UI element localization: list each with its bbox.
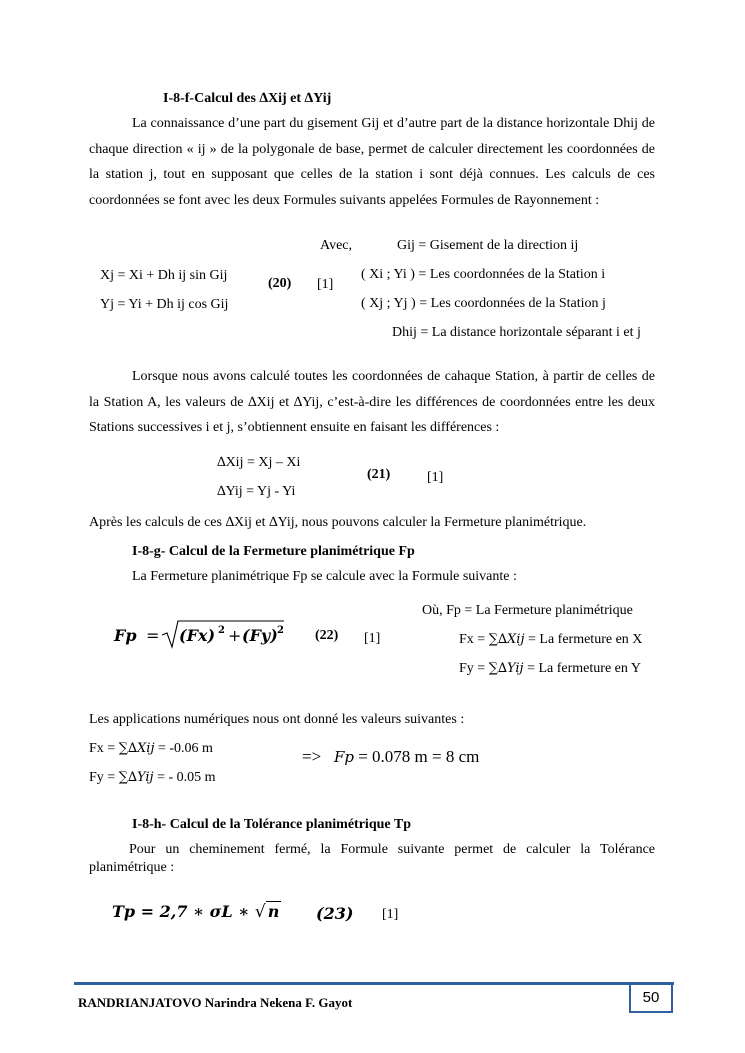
paragraph-rayonnement: La connaissance d’une part du gisement Gij et d’autre part de la distance horizontale Dhij de chaque direction « ij » de la polygonale de base, permet de calculer directement les coordonnées de la station j, tout en supposant que celles de la station i sont déjà connues. Les calculs de ces coordonnées se font avec les deux Formules suivants appelées Formules de Rayonnement : (89, 116, 655, 208)
equation-xj: Xj = Xi + Dh ij sin Gij (100, 268, 228, 283)
formula-tp-n: n (267, 902, 280, 921)
equation-yj: Yj = Yi + Dh ij cos Gij (100, 297, 229, 312)
equation-number-21: (21) (367, 467, 391, 482)
footer-author: RANDRIANJATOVO Narindra Nekena F. Gayot (78, 995, 353, 1010)
formula-fp-equals: = (146, 626, 160, 645)
paragraph-tolerance: Pour un cheminement fermé, la Formule suivante permet de calculer la Tolérance planimétrique : (89, 842, 655, 875)
definition-fy: Fy = ∑∆Yij = La fermeture en Y (459, 661, 641, 676)
formula-tp-lhs: Tp = 2,7 ∗ σL ∗ (112, 902, 250, 921)
paragraph-applications: Les applications numériques nous ont donné les valeurs suivantes : (89, 712, 465, 727)
paragraph-after-deltas: Après les calculs de ces ∆Xij et ∆Yij, nous pouvons calculer la Fermeture planimétrique. (89, 515, 587, 530)
formula-fy-term: (Fy) (242, 626, 278, 645)
square-root-symbol: √ (254, 902, 266, 922)
value-fx: Fx = ∑∆Xij = -0.06 m (89, 741, 213, 756)
formula-fp (112, 616, 292, 654)
equation-number-22: (22) (315, 628, 339, 643)
definition-gij: Gij = Gisement de la direction ij (397, 238, 579, 253)
definition-fx: Fx = ∑∆Xij = La fermeture en X (459, 632, 643, 647)
definition-xi-yi: ( Xi ; Yi ) = Les coordonnées de la Station i (361, 267, 606, 282)
formula-tp (112, 902, 281, 922)
equation-delta-y: ∆Yij = Yj - Yi (217, 484, 296, 499)
page-number: 50 (629, 982, 673, 1013)
avec-label: Avec, (320, 238, 352, 253)
equation-delta-x: ∆Xij = Xj – Xi (217, 455, 301, 470)
definition-xj-yj: ( Xj ; Yj ) = Les coordonnées de la Station j (361, 296, 606, 311)
reference-23: [1] (382, 907, 399, 922)
section-heading-g: I-8-g- Calcul de la Fermeture planimétrique Fp (132, 544, 415, 559)
definition-dhij: Dhij = La distance horizontale séparant i et j (392, 325, 641, 340)
section-heading-h: I-8-h- Calcul de la Tolérance planimétrique Tp (132, 817, 411, 832)
paragraph-differences: Lorsque nous avons calculé toutes les coordonnées de cahaque Station, à partir de celles de la Station A, les valeurs de ∆Xij et ∆Yij, c’est-à-dire les différences de coordonnées entre les deux Stations successives i et j, s’obtiennent ensuite en faisant les différences : (89, 369, 655, 435)
reference-21: [1] (427, 470, 444, 485)
formula-fx-term: (Fx) (179, 626, 216, 645)
formula-fx-exponent: 2 (218, 625, 225, 636)
footer-rule (74, 982, 674, 985)
paragraph-fp-intro: La Fermeture planimétrique Fp se calcule avec la Formule suivante : (132, 569, 517, 584)
equation-number-20: (20) (268, 276, 292, 291)
reference-22: [1] (364, 631, 381, 646)
reference-20: [1] (317, 277, 334, 292)
formula-fy-exponent: 2 (277, 625, 284, 636)
equation-number-23: (23) (316, 904, 354, 923)
result-fp: => Fp = 0.078 m = 8 cm (302, 747, 480, 766)
value-fy: Fy = ∑∆Yij = - 0.05 m (89, 770, 216, 785)
formula-fp-lhs: Fp (114, 626, 137, 645)
section-heading-f: I-8-f-Calcul des ∆Xij et ∆Yij (163, 91, 332, 106)
formula-plus: + (228, 626, 242, 645)
definition-fp: Où, Fp = La Fermeture planimétrique (422, 603, 633, 618)
